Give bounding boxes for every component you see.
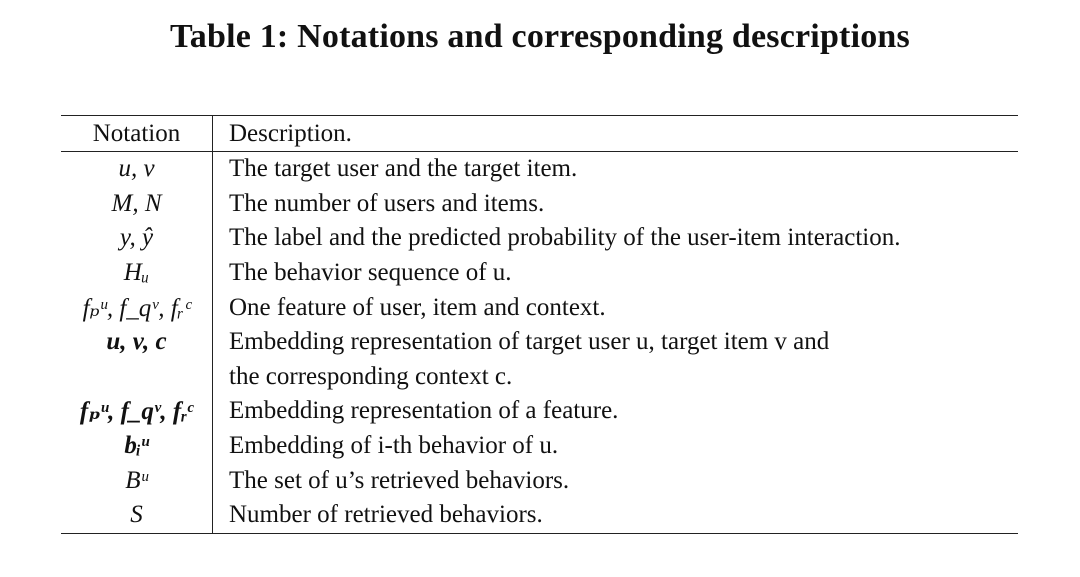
description-cell: The label and the predicted probability of the user-item interaction. [229,224,901,252]
description-cell: The number of users and items. [229,189,545,217]
description-column-header: Description. [229,119,352,147]
description-cell: The target user and the target item. [229,155,578,183]
table-row [61,463,1018,498]
notation-cell: u, v, c [61,325,213,360]
notation-cell: bᵢᵘ [61,429,213,464]
notation-cell: fₚᵘ, f_qᵛ, fᵣᶜ [61,394,213,429]
description-cell: the corresponding context c. [229,362,513,390]
table-row [61,429,1018,464]
table-row-continuation [61,360,1018,395]
table-row [61,256,1018,291]
description-cell: Embedding representation of target user u, target item v and [229,328,830,356]
description-cell: Embedding of i-th behavior of u. [229,432,559,460]
notation-cell: Bᵘ [61,463,213,498]
notation-cell: S [61,498,213,533]
notation-cell: fₚᵘ, f_qᵛ, fᵣᶜ [61,290,213,325]
table-row [61,290,1018,325]
table-row [61,498,1018,533]
table-row [61,187,1018,222]
notation-cell: u, v [61,152,213,187]
description-cell: The behavior sequence of u. [229,259,512,287]
table-row [61,152,1018,187]
notation-column-header: Notation [61,116,213,151]
table-row [61,394,1018,429]
notation-cell: M, N [61,187,213,222]
description-cell: One feature of user, item and context. [229,293,606,321]
description-cell: Number of retrieved behaviors. [229,501,543,529]
notation-cell: Hᵤ [61,256,213,291]
table-row [61,325,1018,360]
notation-cell: y, ŷ [61,221,213,256]
notation-cell [61,360,213,395]
description-cell: Embedding representation of a feature. [229,397,619,425]
table-header-row [61,116,1018,152]
table-row [61,221,1018,256]
notation-table [61,115,1018,534]
table-caption: Table 1: Notations and corresponding descriptions [170,18,910,55]
description-cell: The set of u’s retrieved behaviors. [229,466,570,494]
